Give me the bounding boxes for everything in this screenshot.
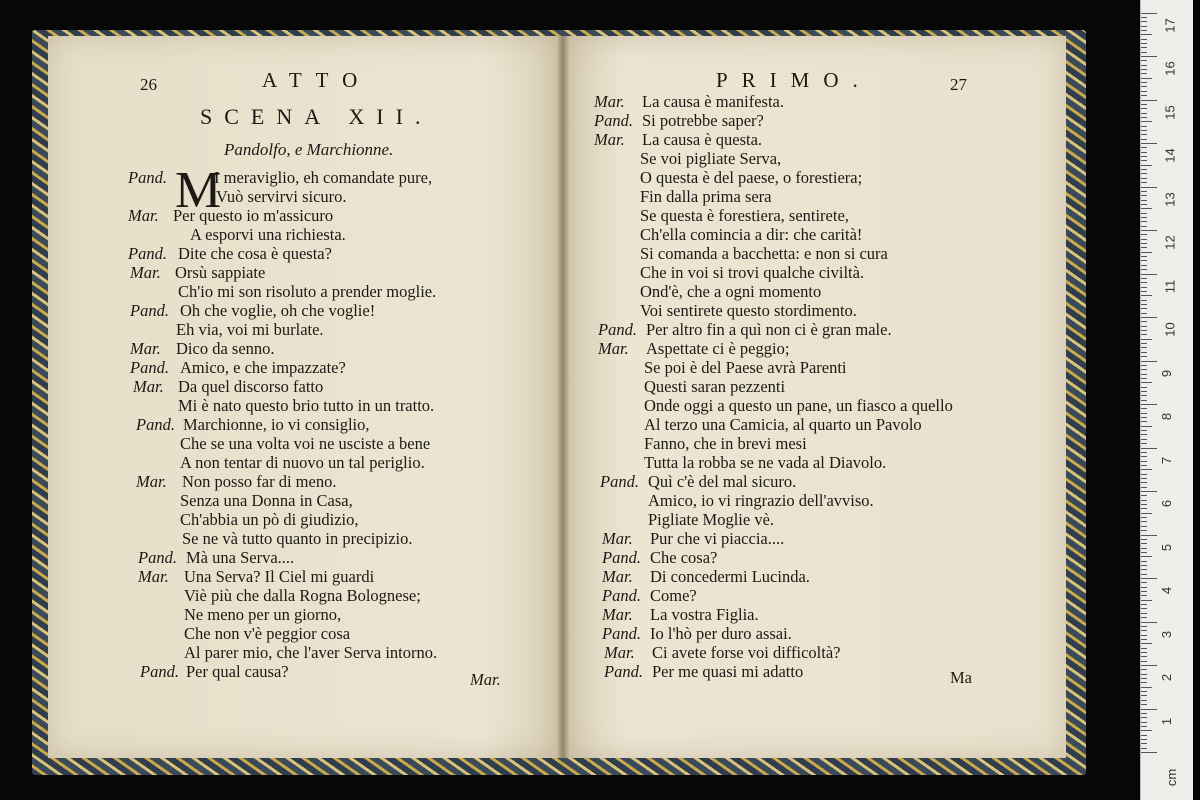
ruler-tick — [1141, 508, 1147, 509]
right-verse-18: Fanno, che in brevi mesi — [644, 434, 807, 453]
ruler-tick — [1141, 513, 1152, 514]
ruler-tick — [1141, 478, 1147, 479]
ruler-tick — [1141, 208, 1152, 209]
left-verse-15: A non tentar di nuovo un tal periglio. — [180, 453, 425, 472]
ruler-tick — [1141, 404, 1157, 405]
ruler-tick — [1141, 574, 1147, 575]
left-verse-26: Per qual causa? — [186, 662, 289, 681]
ruler-label: 2 — [1159, 673, 1175, 682]
right-verse-5: Fin dalla prima sera — [640, 187, 772, 206]
ruler-tick — [1141, 691, 1147, 692]
ruler-tick — [1141, 304, 1147, 305]
left-verse-11: Da quel discorso fatto — [178, 377, 324, 396]
ruler-tick — [1141, 565, 1147, 566]
ruler-tick — [1141, 578, 1157, 579]
ruler-label: 4 — [1159, 586, 1175, 595]
ruler-tick — [1141, 334, 1147, 335]
right-verse-3: Se voi pigliate Serva, — [640, 149, 782, 168]
scene-title: SCENA XII. — [200, 104, 433, 129]
left-speaker-13: Pand. — [136, 415, 175, 434]
right-verse-26: Come? — [650, 586, 697, 605]
ruler-tick — [1141, 269, 1147, 270]
ruler-tick — [1141, 369, 1147, 370]
ruler-tick — [1141, 343, 1147, 344]
ruler-tick — [1141, 630, 1147, 631]
right-verse-21: Amico, io vi ringrazio dell'avviso. — [648, 491, 874, 510]
right-verse-2: La causa è questa. — [642, 130, 763, 149]
ruler-tick — [1141, 452, 1147, 453]
ruler-tick — [1141, 282, 1147, 283]
ruler-tick — [1141, 535, 1157, 536]
ruler-tick — [1141, 487, 1147, 488]
ruler-label: 7 — [1159, 456, 1175, 464]
ruler-label: 13 — [1162, 191, 1178, 207]
ruler-tick — [1141, 439, 1147, 440]
right-verse-27: La vostra Figlia. — [650, 605, 759, 624]
left-verse-24: Che non v'è peggior cosa — [184, 624, 351, 643]
ruler-tick — [1141, 608, 1147, 609]
ruler-tick — [1141, 434, 1147, 435]
right-verse-4: O questa è del paese, o forestiera; — [640, 168, 863, 187]
left-page-number: 26 — [140, 75, 157, 94]
ruler-tick — [1141, 126, 1147, 127]
ruler-tick — [1141, 321, 1147, 322]
ruler-tick — [1141, 147, 1147, 148]
ruler-tick — [1141, 165, 1152, 166]
ruler-tick — [1141, 313, 1147, 314]
ruler-tick — [1141, 704, 1147, 705]
left-speaker-11: Mar. — [133, 377, 164, 396]
left-verse-16: Non posso far di meno. — [182, 472, 337, 491]
ruler-tick — [1141, 326, 1147, 327]
ruler-tick — [1141, 643, 1152, 644]
ruler-tick — [1141, 200, 1147, 201]
ruler-tick — [1141, 726, 1147, 727]
ruler-tick — [1141, 226, 1147, 227]
ruler-tick — [1141, 30, 1147, 31]
left-verse-10: Amico, e che impazzate? — [180, 358, 346, 377]
left-verse-6: Ch'io mi son risoluto a prender moglie. — [178, 282, 437, 301]
ruler-tick — [1141, 139, 1147, 140]
ruler-tick — [1141, 378, 1147, 379]
left-speaker-4: Pand. — [128, 244, 167, 263]
ruler-tick — [1141, 421, 1147, 422]
ruler-tick — [1141, 108, 1147, 109]
right-page-number: 27 — [950, 75, 967, 94]
right-speaker-24: Pand. — [602, 548, 641, 567]
ruler-tick — [1141, 274, 1157, 275]
right-verse-20: Quì c'è del mal sicuro. — [648, 472, 797, 491]
ruler-tick — [1141, 687, 1152, 688]
ruler-tick — [1141, 17, 1147, 18]
ruler-tick — [1141, 239, 1147, 240]
ruler-tick — [1141, 674, 1147, 675]
ruler-tick — [1141, 413, 1147, 414]
left-verse-19: Se ne và tutto quanto in precipizio. — [182, 529, 413, 548]
ruler-tick — [1141, 556, 1152, 557]
ruler-tick — [1141, 152, 1147, 153]
ruler-tick — [1141, 143, 1157, 144]
left-verse-18: Ch'abbia un pò di giudizio, — [180, 510, 359, 529]
ruler-tick — [1141, 391, 1147, 392]
ruler-tick — [1141, 543, 1147, 544]
ruler-tick — [1141, 113, 1147, 114]
left-verse-8: Eh via, voi mi burlate. — [176, 320, 324, 339]
ruler-tick — [1141, 361, 1157, 362]
ruler-tick — [1141, 265, 1147, 266]
left-verse-1: Vuò servirvi sicuro. — [216, 187, 347, 206]
right-verse-8: Si comanda a bacchetta: e non si cura — [640, 244, 888, 263]
right-verse-12: Per altro fin a quì non ci è gran male. — [646, 320, 892, 339]
ruler-label: 9 — [1159, 369, 1175, 377]
ruler-tick — [1141, 626, 1147, 627]
left-speaker-7: Pand. — [130, 301, 169, 320]
ruler-tick — [1141, 100, 1157, 101]
ruler-tick — [1141, 178, 1147, 179]
left-speaker-20: Pand. — [138, 548, 177, 567]
right-verse-29: Ci avete forse voi difficoltà? — [652, 643, 841, 662]
ruler-tick — [1141, 426, 1152, 427]
ruler-tick — [1141, 417, 1147, 418]
ruler-tick — [1141, 382, 1152, 383]
ruler-tick — [1141, 43, 1147, 44]
right-speaker-26: Pand. — [602, 586, 641, 605]
right-verse-25: Di concedermi Lucinda. — [650, 567, 810, 586]
ruler-tick — [1141, 465, 1147, 466]
ruler-tick — [1141, 395, 1147, 396]
ruler-label: 10 — [1162, 322, 1178, 337]
ruler-tick — [1141, 735, 1147, 736]
right-verse-28: Io l'hò per duro assai. — [650, 624, 792, 643]
right-verse-19: Tutta la robba se ne vada al Diavolo. — [644, 453, 887, 472]
ruler-tick — [1141, 730, 1152, 731]
right-verse-11: Voi sentirete questo stordimento. — [640, 301, 857, 320]
ruler-tick — [1141, 474, 1147, 475]
left-verse-9: Dico da senno. — [176, 339, 275, 358]
ruler-tick — [1141, 669, 1147, 670]
ruler-tick — [1141, 65, 1147, 66]
ruler-label: 15 — [1162, 104, 1178, 120]
ruler-tick — [1141, 443, 1147, 444]
ruler-tick — [1141, 748, 1147, 749]
ruler-tick — [1141, 187, 1157, 188]
ruler-tick — [1141, 661, 1147, 662]
ruler-label: 14 — [1162, 148, 1178, 163]
ruler-tick — [1141, 356, 1147, 357]
right-speaker-29: Mar. — [604, 643, 635, 662]
ruler-tick — [1141, 73, 1147, 74]
ruler-tick — [1141, 695, 1147, 696]
ruler-tick — [1141, 252, 1152, 253]
ruler-tick — [1141, 82, 1147, 83]
ruler-tick — [1141, 678, 1147, 679]
ruler-tick — [1141, 595, 1147, 596]
right-speaker-0: Mar. — [594, 92, 625, 111]
right-speaker-23: Mar. — [602, 529, 633, 548]
ruler-tick — [1141, 160, 1147, 161]
right-verse-6: Se questa è forestiera, sentirete, — [640, 206, 849, 225]
ruler-tick — [1141, 722, 1147, 723]
left-running-head: ATTO — [262, 68, 372, 92]
scene-characters: Pandolfo, e Marchionne. — [224, 140, 394, 159]
right-speaker-2: Mar. — [594, 130, 625, 149]
left-speaker-10: Pand. — [130, 358, 169, 377]
ruler-tick — [1141, 291, 1147, 292]
ruler-tick — [1141, 221, 1147, 222]
left-verse-0: I meraviglio, eh comandate pure, — [214, 168, 433, 187]
ruler-tick — [1141, 156, 1147, 157]
right-running-head: PRIMO. — [716, 68, 872, 92]
left-speaker-9: Mar. — [130, 339, 161, 358]
ruler-tick — [1141, 21, 1147, 22]
ruler-tick — [1141, 60, 1147, 61]
ruler-tick — [1141, 26, 1147, 27]
ruler-tick — [1141, 117, 1147, 118]
right-verse-0: La causa è manifesta. — [642, 92, 785, 111]
left-verse-2: Per questo io m'assicuro — [173, 206, 334, 225]
left-speaker-0: Pand. — [128, 168, 167, 187]
right-verse-13: Aspettate ci è peggio; — [646, 339, 790, 358]
left-verse-14: Che se una volta voi ne usciste a bene — [180, 434, 431, 453]
ruler-tick — [1141, 47, 1147, 48]
right-verse-15: Questi saran pezzenti — [644, 377, 786, 396]
right-speaker-1: Pand. — [594, 111, 633, 130]
left-verse-4: Dite che cosa è questa? — [178, 244, 332, 263]
ruler-tick — [1141, 234, 1147, 235]
right-speaker-30: Pand. — [604, 662, 643, 681]
ruler-tick — [1141, 717, 1147, 718]
ruler-tick — [1141, 278, 1147, 279]
ruler-tick — [1141, 635, 1147, 636]
right-speaker-13: Mar. — [598, 339, 629, 358]
ruler-tick — [1141, 469, 1152, 470]
ruler-label: 6 — [1159, 499, 1175, 508]
ruler-tick — [1141, 622, 1157, 623]
ruler-tick — [1141, 491, 1157, 492]
right-verse-7: Ch'ella comincia a dir: che carità! — [640, 225, 863, 244]
ruler-tick — [1141, 52, 1147, 53]
ruler-tick — [1141, 256, 1147, 257]
right-verse-1: Si potrebbe saper? — [642, 111, 764, 130]
ruler-tick — [1141, 134, 1147, 135]
ruler-label: 3 — [1159, 630, 1175, 638]
ruler-tick — [1141, 78, 1152, 79]
ruler-tick — [1141, 700, 1147, 701]
left-verse-21: Una Serva? Il Ciel mi guardi — [184, 567, 375, 586]
ruler-tick — [1141, 365, 1147, 366]
ruler-tick — [1141, 86, 1147, 87]
ruler-tick — [1141, 461, 1147, 462]
ruler-tick — [1141, 521, 1147, 522]
ruler-tick — [1141, 191, 1147, 192]
ruler-tick — [1141, 526, 1147, 527]
left-verse-23: Ne meno per un giorno, — [184, 605, 342, 624]
left-speaker-16: Mar. — [136, 472, 167, 491]
ruler-tick — [1141, 230, 1157, 231]
left-verse-20: Mà una Serva.... — [186, 548, 295, 567]
ruler-tick — [1141, 173, 1147, 174]
ruler-tick — [1141, 430, 1147, 431]
left-verse-7: Oh che voglie, oh che voglie! — [180, 301, 376, 320]
ruler-tick — [1141, 456, 1147, 457]
ruler-tick — [1141, 300, 1147, 301]
ruler-tick — [1141, 95, 1147, 96]
ruler-tick — [1141, 652, 1147, 653]
ruler-tick — [1141, 69, 1147, 70]
ruler-label: 17 — [1162, 17, 1178, 33]
ruler-tick — [1141, 13, 1157, 14]
right-speaker-28: Pand. — [602, 624, 641, 643]
book-gutter — [557, 36, 569, 758]
ruler-tick — [1141, 617, 1147, 618]
right-verse-23: Pur che vi piaccia.... — [650, 529, 785, 548]
left-verse-12: Mi è nato questo brio tutto in un tratto. — [178, 396, 435, 415]
ruler-tick — [1141, 121, 1152, 122]
ruler-tick — [1141, 448, 1157, 449]
ruler-tick — [1141, 530, 1147, 531]
ruler-tick — [1141, 56, 1157, 57]
ruler-tick — [1141, 408, 1147, 409]
ruler-tick — [1141, 600, 1152, 601]
ruler-tick — [1141, 739, 1147, 740]
left-verse-5: Orsù sappiate — [175, 263, 266, 282]
ruler-tick — [1141, 287, 1147, 288]
ruler-tick — [1141, 569, 1147, 570]
ruler-tick — [1141, 539, 1147, 540]
left-speaker-21: Mar. — [138, 567, 169, 586]
ruler-tick — [1141, 548, 1147, 549]
right-speaker-27: Mar. — [602, 605, 633, 624]
ruler-tick — [1141, 39, 1147, 40]
ruler-tick — [1141, 295, 1152, 296]
ruler-tick — [1141, 91, 1147, 92]
ruler-tick — [1141, 709, 1157, 710]
ruler-tick — [1141, 591, 1147, 592]
measuring-ruler — [1140, 0, 1193, 800]
ruler-tick — [1141, 665, 1157, 666]
ruler-tick — [1141, 504, 1147, 505]
ruler-tick — [1141, 260, 1147, 261]
ruler-tick — [1141, 752, 1157, 753]
ruler-tick — [1141, 104, 1147, 105]
ruler-tick — [1141, 656, 1147, 657]
ruler-tick — [1141, 213, 1147, 214]
left-catchword: Mar. — [470, 670, 501, 689]
drop-cap: M — [175, 162, 222, 219]
left-verse-25: Al parer mio, che l'aver Serva intorno. — [184, 643, 438, 662]
ruler-tick — [1141, 639, 1147, 640]
ruler-label: 5 — [1159, 543, 1175, 551]
ruler-tick — [1141, 561, 1147, 562]
ruler-tick — [1141, 495, 1147, 496]
right-speaker-20: Pand. — [600, 472, 639, 491]
ruler-tick — [1141, 308, 1147, 309]
ruler-tick — [1141, 330, 1147, 331]
ruler-tick — [1141, 182, 1147, 183]
ruler-tick — [1141, 648, 1147, 649]
ruler-tick — [1141, 552, 1147, 553]
ruler-tick — [1141, 400, 1147, 401]
ruler-tick — [1141, 713, 1147, 714]
ruler-tick — [1141, 339, 1152, 340]
ruler-tick — [1141, 169, 1147, 170]
ruler-tick — [1141, 243, 1147, 244]
right-verse-24: Che cosa? — [650, 548, 718, 567]
ruler-tick — [1141, 482, 1147, 483]
left-verse-22: Viè più che dalla Rogna Bolognese; — [184, 586, 421, 605]
right-verse-22: Pigliate Moglie vè. — [648, 510, 775, 529]
ruler-tick — [1141, 217, 1147, 218]
ruler-tick — [1141, 604, 1147, 605]
ruler-tick — [1141, 195, 1147, 196]
ruler-tick — [1141, 387, 1147, 388]
ruler-tick — [1141, 517, 1147, 518]
ruler-label: 16 — [1162, 61, 1178, 76]
ruler-label: 8 — [1159, 412, 1175, 421]
left-verse-3: A esporvi una richiesta. — [190, 225, 346, 244]
right-verse-9: Che in voi si trovi qualche civiltà. — [640, 263, 865, 282]
left-speaker-2: Mar. — [128, 206, 159, 225]
right-verse-16: Onde oggi a questo un pane, un fiasco a quello — [644, 396, 953, 415]
ruler-tick — [1141, 317, 1157, 318]
left-verse-13: Marchionne, io vi consiglio, — [183, 415, 370, 434]
ruler-tick — [1141, 587, 1147, 588]
ruler-tick — [1141, 347, 1147, 348]
ruler-tick — [1141, 34, 1152, 35]
right-verse-30: Per me quasi mi adatto — [652, 662, 804, 681]
ruler-tick — [1141, 130, 1147, 131]
right-speaker-25: Mar. — [602, 567, 633, 586]
left-speaker-26: Pand. — [140, 662, 179, 681]
right-verse-14: Se poi è del Paese avrà Parenti — [644, 358, 847, 377]
ruler-tick — [1141, 743, 1147, 744]
ruler-label: 11 — [1162, 279, 1178, 293]
left-verse-17: Senza una Donna in Casa, — [180, 491, 353, 510]
ruler-tick — [1141, 682, 1147, 683]
ruler-unit-label: cm — [1164, 768, 1180, 787]
right-verse-17: Al terzo una Camicia, al quarto un Pavolo — [644, 415, 922, 434]
ruler-tick — [1141, 247, 1147, 248]
ruler-label: 1 — [1159, 717, 1175, 725]
ruler-tick — [1141, 374, 1147, 375]
ruler-tick — [1141, 352, 1147, 353]
ruler-tick — [1141, 500, 1147, 501]
ruler-label: 12 — [1162, 235, 1178, 250]
right-verse-10: Ond'è, che a ogni momento — [640, 282, 822, 301]
ruler-tick — [1141, 204, 1147, 205]
right-speaker-12: Pand. — [598, 320, 637, 339]
ruler-tick — [1141, 582, 1147, 583]
right-catchword: Ma — [950, 668, 972, 687]
ruler-tick — [1141, 613, 1147, 614]
left-speaker-5: Mar. — [130, 263, 161, 282]
